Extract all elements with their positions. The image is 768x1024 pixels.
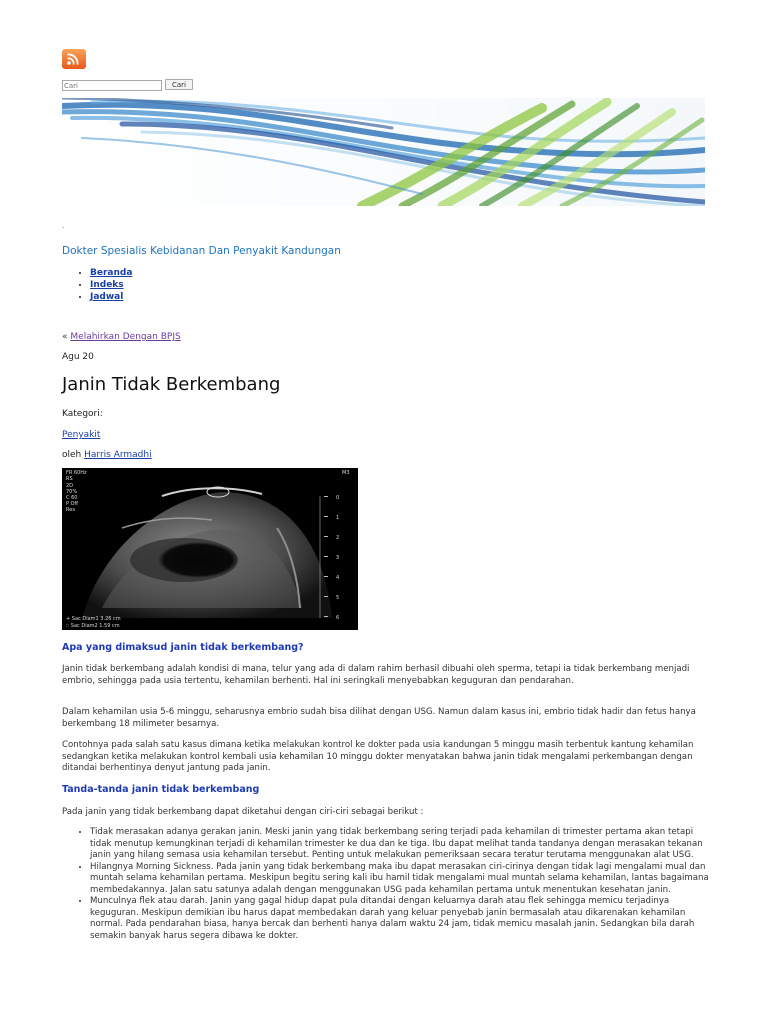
rss-feed-icon[interactable] xyxy=(62,49,86,69)
list-item: • Hilangnya Morning Sickness. Pada janin yang tidak berkembang maka ibu dapat merasakan ciri-cirinya dengan tidak lagi mengalami mual dan muntah selama kehamilan pertama. Meskipun begitu sering kali ibu hamil tidak mengalami mual muntah selama kehamilan, lantas bagaimana membedakannya. Jalan satu satunya adalah dengan menggunakan USG pada kehamilan pertama untuk menentukan kesehatan janin. xyxy=(90,862,710,897)
category-label: Kategori: xyxy=(62,409,103,419)
list-item: • Tidak merasakan adanya gerakan janin. Meski janin yang tidak berkembang sering terjadi pada kehamilan di trimester pertama akan tetapi tidak menutup kemungkinan terjadi di kehamilan trimester ke dua dan ke tiga. Ibu dapat melihat tanda tandanya dengan merasakan tekanan janin yang hilang semasa usia kehamilan tersebut. Penting untuk melakukan pemeriksaan secara teratur terutama menggunakan alat USG. xyxy=(90,827,710,862)
usg-label-1: RS xyxy=(66,476,73,482)
search-input[interactable] xyxy=(62,80,162,91)
paragraph-signs-intro: Pada janin yang tidak berkembang dapat diketahui dengan ciri-ciri sebagai berikut : xyxy=(62,807,424,817)
home-link[interactable]: . xyxy=(62,222,65,230)
site-title: Dokter Spesialis Kebidanan Dan Penyakit Kandungan xyxy=(62,245,341,257)
usg-scale-1: 1 xyxy=(336,515,340,521)
usg-scale-3: 3 xyxy=(336,555,340,561)
previous-post-link[interactable]: Melahirkan Dengan BPJS xyxy=(70,332,181,342)
paragraph-usg: Dalam kehamilan usia 5-6 minggu, seharusnya embrio sudah bisa dilihat dengan USG. Namun dalam kasus ini, embrio tidak hadir dan fetus hanya berkembang 18 milimeter besarnya. xyxy=(62,707,696,729)
nav-item-indeks xyxy=(90,279,132,291)
byline xyxy=(62,450,152,460)
byline-label: oleh xyxy=(62,450,82,460)
ultrasound-image xyxy=(62,468,358,630)
usg-label-5: P Off xyxy=(66,501,78,507)
usg-scale-2: 2 xyxy=(336,535,340,541)
usg-label-6: Res xyxy=(66,507,75,513)
search-button[interactable]: Cari xyxy=(165,79,193,90)
usg-scale-5: 5 xyxy=(336,595,340,601)
usg-label-2: 2D xyxy=(66,483,74,489)
symptom-list xyxy=(62,827,710,942)
author-link[interactable]: Harris Armadhi xyxy=(84,450,152,460)
nav-item-jadwal xyxy=(90,291,132,303)
usg-label-3: 70% xyxy=(66,489,78,495)
main-nav xyxy=(62,267,132,303)
previous-post-nav xyxy=(62,332,181,342)
usg-scale-4: 4 xyxy=(336,575,340,581)
paragraph-definition: Janin tidak berkembang adalah kondisi di mana, telur yang ada di dalam rahim berhasil dibuahi oleh sperma, tetapi ia tidak berkembang menjadi embrio, sehingga pada usia tertentu, kehamilan berhenti. Hal ini seringkali menyebabkan keguguran dan pendarahan. xyxy=(62,664,690,686)
usg-measure-2: ∷ Sac Diam2 1.59 cm xyxy=(66,623,120,629)
list-item: • Munculnya flek atau darah. Janin yang gagal hidup dapat pula ditandai dengan keluarnya darah atau flek sehingga memicu terjadinya keguguran. Meskipun demikian ibu harus dapat membedakan darah yang keluar penyebab janin bermasalah atau dikarenakan kehamilan normal. Pada pendarahan biasa, hanya bercak dan berhenti hanya dalam waktu 24 jam, tidak memicu masalah janin. Sedangkan bila darah semakin banyak harus segera dibawa ke dokter. xyxy=(90,896,710,942)
usg-label-4: C 60 xyxy=(66,495,78,501)
header-banner xyxy=(62,98,705,206)
nav-link-beranda[interactable]: Beranda xyxy=(90,268,133,278)
usg-mode-label: M3 xyxy=(342,470,350,476)
usg-measure-1: + Sac Diam1 3.26 cm xyxy=(66,616,121,622)
usg-label-0: FR 60Hz xyxy=(66,470,87,476)
usg-scale-6: 6 xyxy=(336,615,340,621)
post-date: Agu 20 xyxy=(62,352,94,362)
section-heading-signs: Tanda-tanda janin tidak berkembang xyxy=(62,784,260,795)
previous-arrow: « xyxy=(62,332,68,342)
nav-link-jadwal[interactable]: Jadwal xyxy=(90,292,124,302)
post-title: Janin Tidak Berkembang xyxy=(62,374,281,395)
nav-item-beranda xyxy=(90,267,132,279)
paragraph-example: Contohnya pada salah satu kasus dimana ketika melakukan kontrol ke dokter pada usia kandungan 5 minggu masih terbentuk kantung kehamilan sedangkan ketika melakukan kontrol kembali usia kehamilan 10 minggu dokter menyatakan bahwa janin tidak mengalami perkembangan dengan ditandai berhentinya denyut jantung pada janin. xyxy=(62,740,694,773)
nav-link-indeks[interactable]: Indeks xyxy=(90,280,124,290)
usg-scale-0: 0 xyxy=(336,495,340,501)
section-heading-definition: Apa yang dimaksud janin tidak berkembang? xyxy=(62,642,304,653)
category-link[interactable]: Penyakit xyxy=(62,430,101,440)
